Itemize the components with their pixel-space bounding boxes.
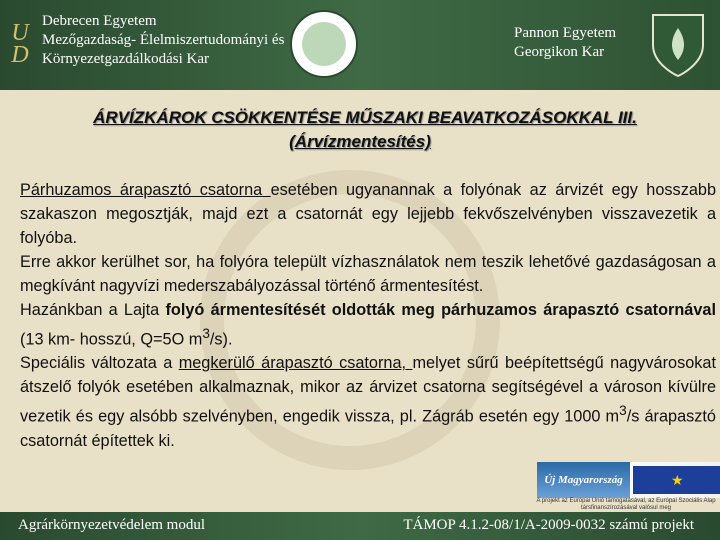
slide-subtitle: (Árvízmentesítés)	[289, 132, 431, 151]
uj-magyarorszag-logo: Új Magyarország ★	[537, 462, 720, 498]
university-logo: U D	[11, 20, 29, 68]
body-text	[20, 178, 716, 453]
slide-title: ÁRVÍZKÁROK CSÖKKENTÉSE MŰSZAKI BEAVATKOZÁSOKKAL III.	[93, 108, 637, 127]
header-banner	[0, 0, 720, 90]
pannon-crest-icon	[648, 10, 708, 80]
paragraph-2: Erre akkor kerülhet sor, ha folyóra települt vízhasználatok nem teszik lehetővé gazdaságosan a megkívánt nagyvízi mederszabályozással történő ármentesítést.	[20, 253, 716, 295]
footer-banner	[0, 512, 720, 540]
paragraph-4: Speciális változata a megkerülő árapasztó csatorna, melyet sűrű beépítettségű nagyvárosokat átszelő folyók esetében alkalmaznak, mikor az árvizet csatorna segítségével a városon kívülre vezetik és egy alsóbb szelvényben, engedik vissza, pl. Zágráb esetén egy 1000 $m^3/s$ árapasztó csatornát építettek ki.	[20, 354, 716, 450]
module-name: Agrárkörnyezetvédelem modul	[18, 517, 206, 533]
debrecen-institution-name: Debrecen Egyetem Mezőgazdaság- Élelmiszertudományi és Környezetgazdálkodási Kar	[42, 13, 285, 67]
eu-funding-note: A projekt az Európai Unió támogatásával, az Európai Szociális Alap társfinanszírozásával valósul meg	[536, 498, 716, 511]
paragraph-3: Hazánkban a Lajta folyó ármentesítését oldották meg párhuzamos árapasztó csatornával (13 km- hosszú, Q=5O $m^3/s$).	[20, 301, 716, 349]
paragraph-1: Párhuzamos árapasztó csatorna esetében ugyanannak a folyónak az árvizét egy hosszabb szakaszon megosztják, majd ezt a csatornát egy lejjebb fekvőszelvényben visszavezetik a folyóba.	[20, 181, 716, 247]
eu-flag-icon: ★	[633, 466, 720, 494]
project-id: TÁMOP 4.1.2-08/1/A-2009-0032 számú projekt	[403, 517, 694, 533]
seal-logo	[290, 10, 358, 78]
pannon-institution-name: Pannon Egyetem Georgikon Kar	[514, 25, 617, 60]
